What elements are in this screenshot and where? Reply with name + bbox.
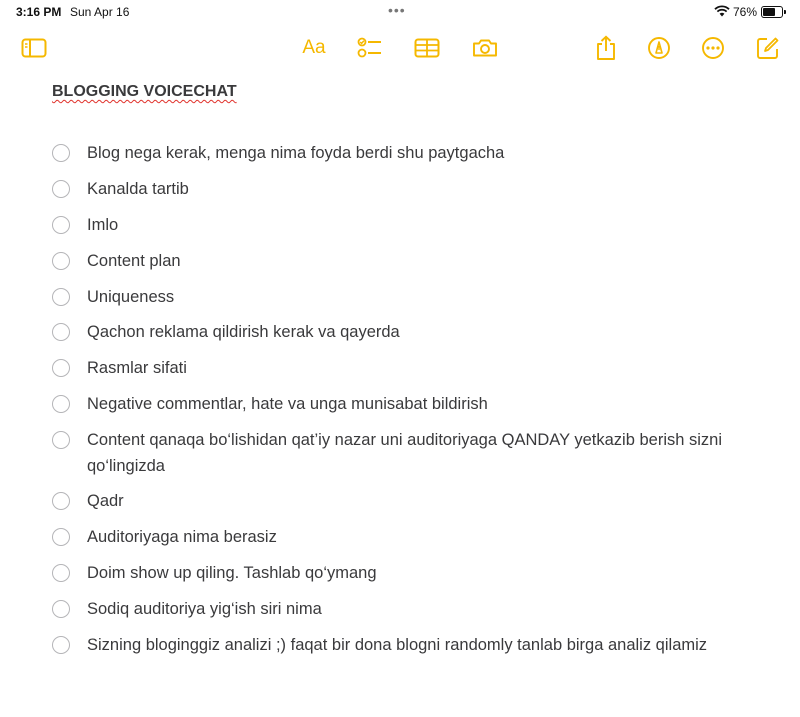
markup-button[interactable] (643, 32, 675, 64)
checklist-checkbox[interactable] (52, 144, 70, 162)
checklist-item-text[interactable]: Content qanaqa bo‘lishidan qat’iy nazar uni auditoriyaga QANDAY yetkazib berish sizni qo‘lingizda (87, 431, 723, 475)
note-title[interactable]: BLOGGING VOICECHAT (52, 83, 237, 100)
checklist-checkbox[interactable] (52, 180, 70, 198)
checklist-item-text[interactable]: Negative commentlar, hate va unga munisabat bildirish (87, 395, 488, 413)
checklist-item-text[interactable]: Qadr (87, 492, 124, 510)
checklist-checkbox[interactable] (52, 323, 70, 341)
camera-icon (472, 38, 498, 58)
checklist-checkbox[interactable] (52, 395, 70, 413)
checklist-item-text[interactable]: Rasmlar sifati (87, 359, 187, 377)
note-toolbar (0, 30, 800, 66)
compose-icon (756, 36, 780, 60)
more-button[interactable] (697, 32, 729, 64)
battery-percent: 76% (733, 5, 758, 19)
checklist-item-text[interactable]: Content plan (87, 252, 181, 270)
table-icon (414, 38, 440, 58)
checklist-checkbox[interactable] (52, 359, 70, 377)
checklist-checkbox[interactable] (52, 600, 70, 618)
checklist-button[interactable] (354, 32, 386, 64)
checklist-item-text[interactable]: Qachon reklama qildirish kerak va qayerda (87, 323, 400, 341)
wifi-icon (714, 5, 730, 20)
checklist-checkbox[interactable] (52, 636, 70, 654)
checklist-item-text[interactable]: Imlo (87, 216, 119, 234)
sidebar-button[interactable] (18, 32, 50, 64)
table-button[interactable] (411, 32, 443, 64)
checklist-checkbox[interactable] (52, 528, 70, 546)
checklist-item-text[interactable]: Sizning bloginggiz analizi ;) faqat bir dona blogni randomly tanlab birga analiz qilamiz (87, 636, 708, 654)
checklist-checkbox[interactable] (52, 431, 70, 449)
battery-fill (763, 8, 775, 16)
sidebar-icon (21, 38, 47, 58)
checklist-checkbox[interactable] (52, 252, 70, 270)
format-button[interactable] (298, 32, 330, 64)
battery-nub (784, 10, 786, 14)
checklist-item-text[interactable]: Uniqueness (87, 288, 175, 306)
markup-icon (647, 36, 671, 60)
format-label: Aa (302, 37, 326, 58)
status-bar (0, 0, 800, 24)
checklist-item-text[interactable]: Kanalda tartib (87, 180, 189, 198)
compose-button[interactable] (752, 32, 784, 64)
share-button[interactable] (590, 32, 622, 64)
checklist-checkbox[interactable] (52, 216, 70, 234)
camera-button[interactable] (469, 32, 501, 64)
checklist-item-text[interactable]: Auditoriyaga nima berasiz (87, 528, 277, 546)
checklist-item-text[interactable]: Sodiq auditoriya yig‘ish siri nima (87, 600, 322, 618)
more-icon (701, 36, 725, 60)
checklist-checkbox[interactable] (52, 564, 70, 582)
checklist-checkbox[interactable] (52, 492, 70, 510)
multitasking-dots[interactable]: ••• (388, 2, 406, 18)
share-icon (595, 35, 617, 61)
checklist-item-text[interactable]: Blog nega kerak, menga nima foyda berdi shu paytgacha (87, 144, 505, 162)
checklist-checkbox[interactable] (52, 288, 70, 306)
battery-icon (761, 6, 783, 18)
checklist-item-text[interactable]: Doim show up qiling. Tashlab qo‘ymang (87, 564, 377, 582)
status-date: Sun Apr 16 (70, 5, 130, 19)
status-time: 3:16 PM (16, 5, 62, 19)
checklist-icon (357, 37, 383, 59)
